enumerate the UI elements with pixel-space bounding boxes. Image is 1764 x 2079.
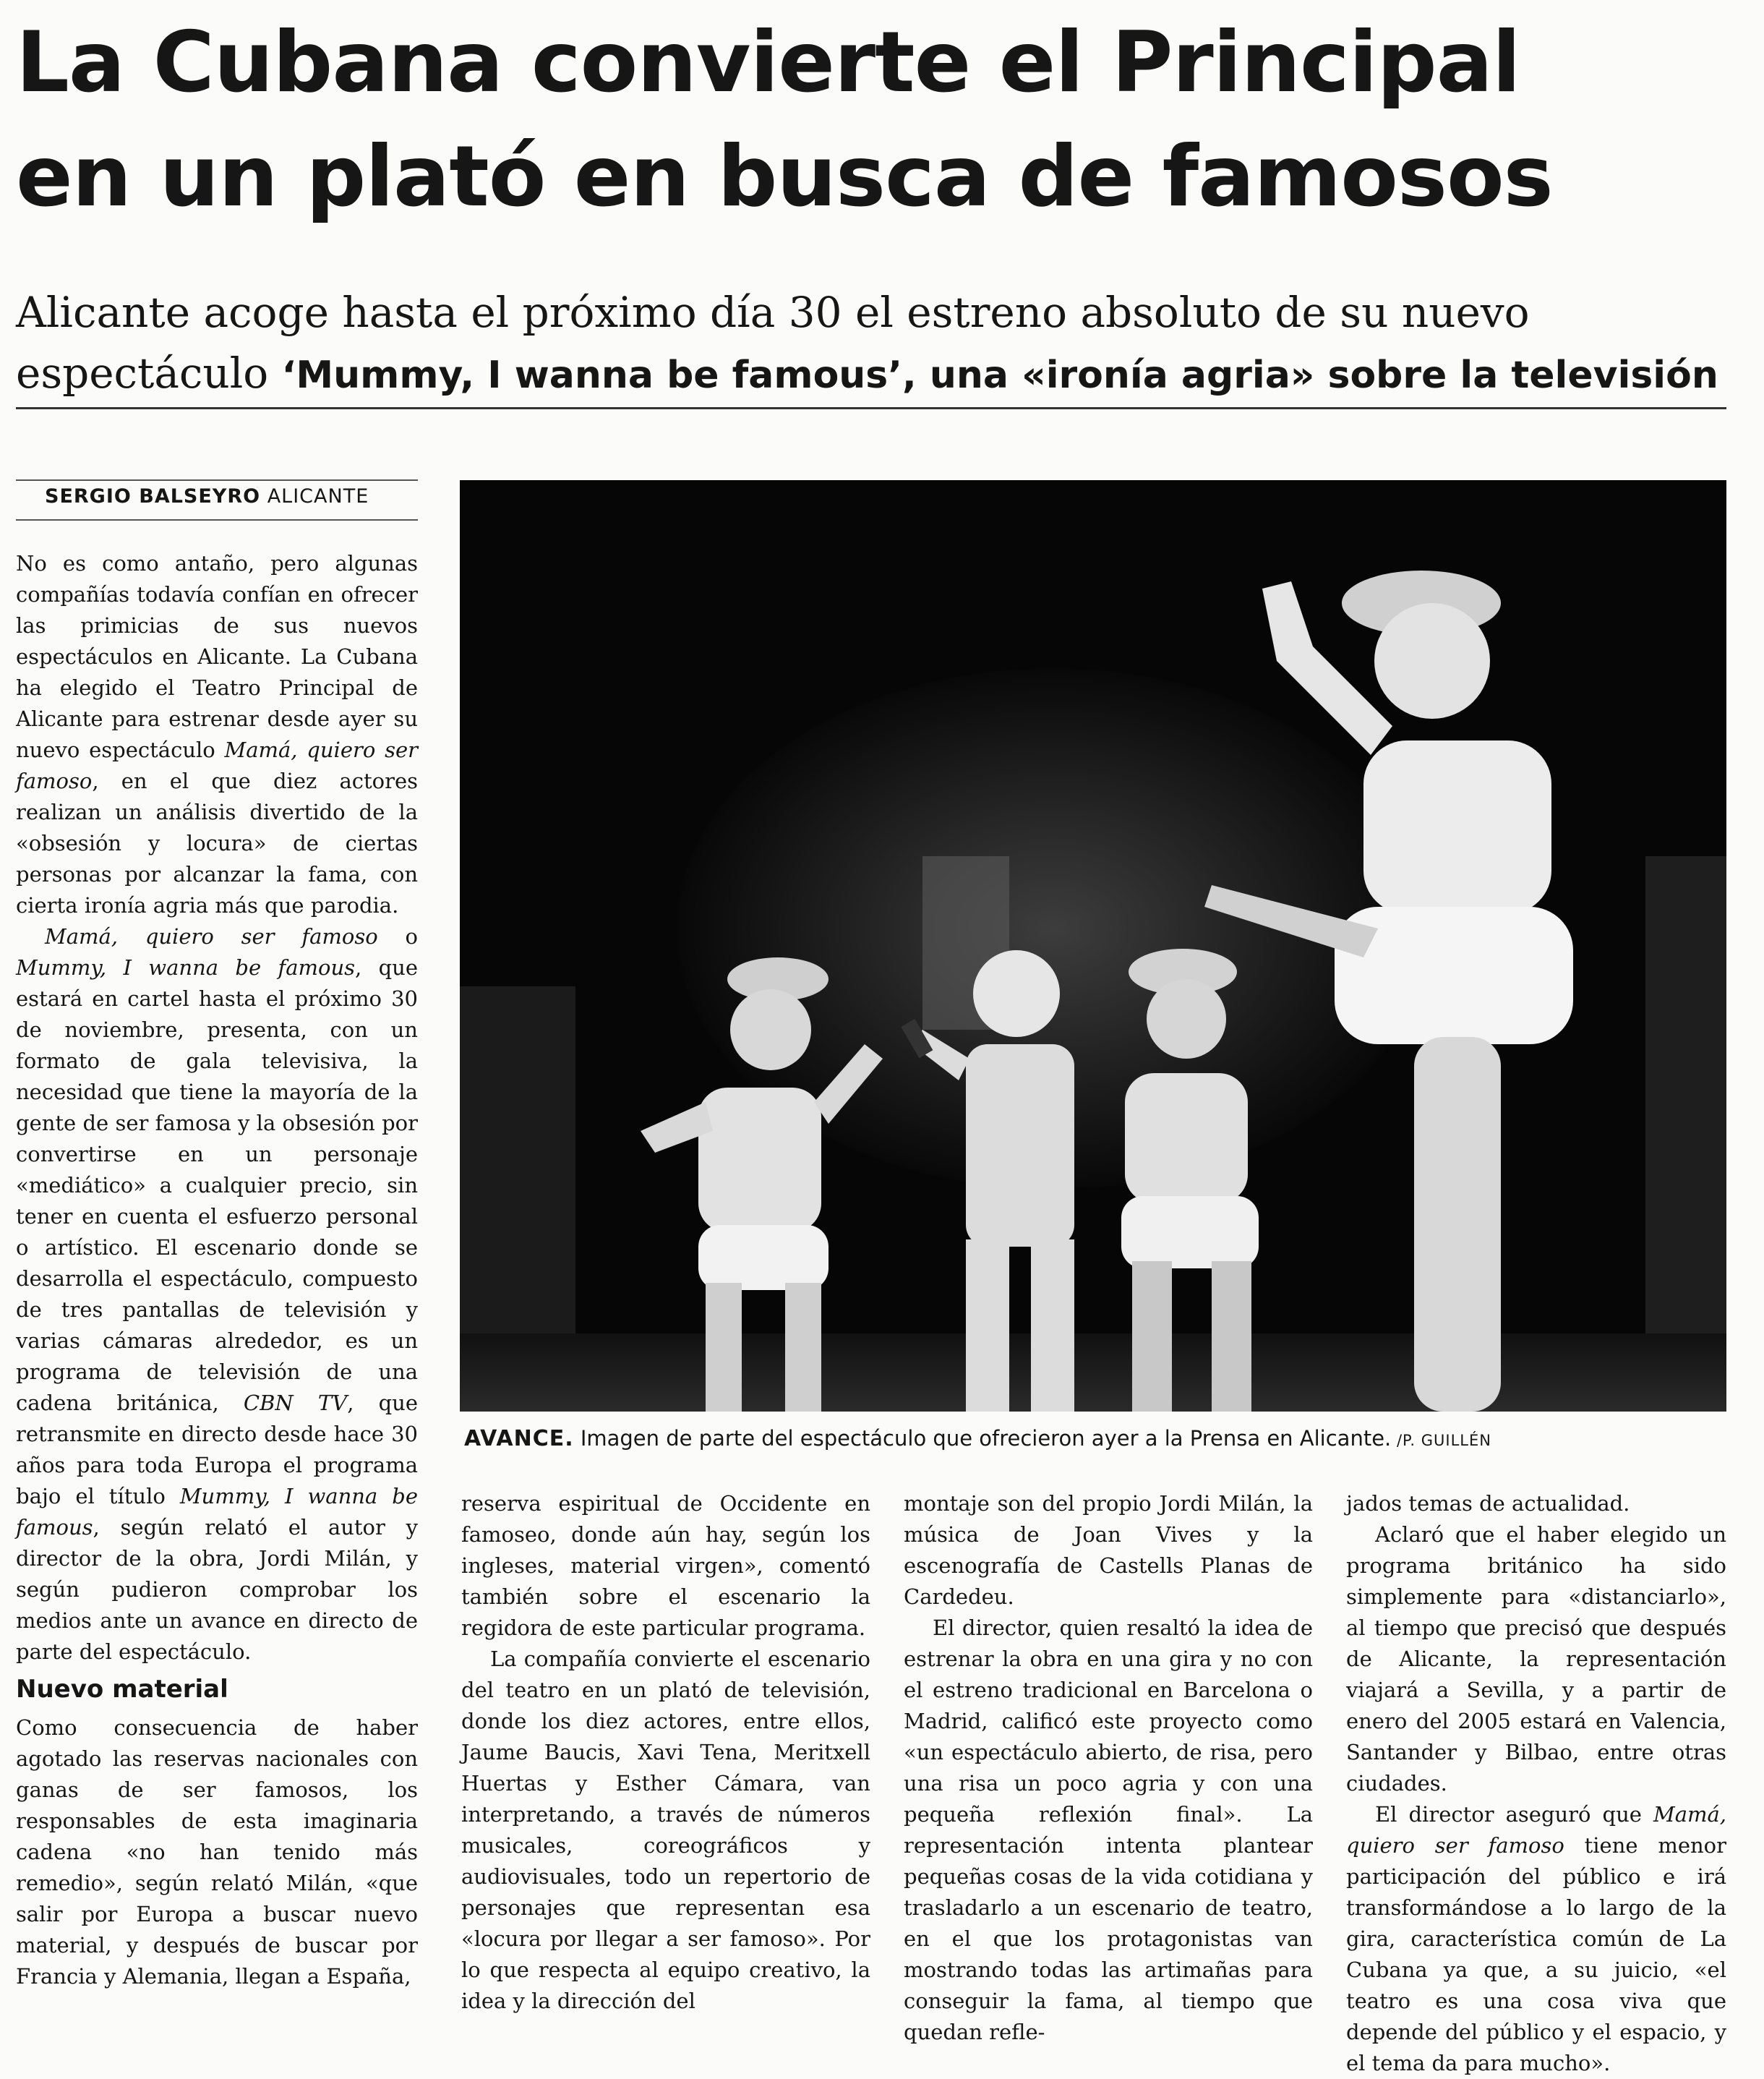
paragraph-5: La compañía convierte el escenario del teatro en un plató de televisión, donde los diez actores, entre ellos, Jaume Baucis, Xavi Tena, Meritxell Huertas y Esther Cámara, van interpretando, a través de números musicales, coreográficos y audiovisuales, todo un repertorio de personajes que representan esa «locura por llegar a ser famoso». Por lo que respecta al equipo creativo, la idea y la dirección del — [461, 1647, 870, 2013]
subheadline-line-2 — [16, 343, 1751, 406]
subheadline-show-title: ‘Mummy, I wanna be famous’, una «ironía agria» sobre la televisión — [281, 354, 1718, 397]
paragraph-1-end: , en el que diez actores realizan un análisis divertido de la «obsesión y locura» de ciertas personas por alcanzar la fama, con cierta ironía agria más que parodia. — [16, 769, 418, 918]
byline-author: SERGIO BALSEYRO — [45, 485, 261, 508]
subheadline-line-2-start: espectáculo — [16, 349, 282, 398]
article-column-4 — [1346, 1488, 1726, 2079]
photo-credit: /P. GUILLÉN — [1391, 1432, 1491, 1449]
byline-location: ALICANTE — [267, 485, 369, 508]
paragraph-10-start: El director aseguró que — [1375, 1802, 1653, 1827]
byline-rule-top — [16, 479, 418, 481]
headline — [16, 6, 1751, 234]
paragraph-1-text: No es como antaño, pero algunas compañías todavía confían en ofrecer las primicias de sus nuevos espectáculos en Alicante. La Cubana ha elegido el Teatro Principal de Alicante para estrenar desde ayer su nuevo espectáculo — [16, 551, 418, 762]
photo-caption-text: Imagen de parte del espectáculo que ofrecieron ayer a la Prensa en Alicante. — [573, 1426, 1392, 1451]
paragraph-9: Aclaró que el haber elegido un programa británico ha sido simplemente para «distanciarlo», al tiempo que precisó que después de Alicante, la representación viajará a Sevilla, y a partir de enero del 2005 estará en Valencia, Santander y Bilbao, entre otras ciudades. — [1346, 1522, 1726, 1796]
article-column-1 — [16, 548, 418, 1992]
show-title-spanish: Mamá, quiero ser famoso — [45, 924, 378, 949]
paragraph-10 — [1346, 1799, 1726, 2079]
paragraph-1 — [16, 548, 418, 921]
stage-photo — [460, 480, 1726, 1412]
subheadline — [16, 282, 1751, 406]
stage-photo-illustration — [460, 480, 1726, 1412]
subheadline-line-1: Alicante acoge hasta el próximo día 30 el estreno absoluto de su nuevo — [16, 288, 1530, 337]
section-subhead: Nuevo material — [16, 1675, 228, 1704]
header-divider — [16, 407, 1726, 409]
headline-line-1: La Cubana convierte el Principal — [16, 14, 1520, 111]
photo-caption — [464, 1426, 1726, 1451]
paragraph-2-text-b: , que retransmite en directo desde hace 30 años para toda Europa el programa bajo el título — [16, 1391, 418, 1508]
paragraph-6: montaje son del propio Jordi Milán, la música de Joan Vives y la escenografía de Castells Planas de Cardedeu. — [904, 1491, 1313, 1609]
paragraph-8: jados temas de actualidad. — [1346, 1491, 1630, 1516]
show-title-english: Mummy, I wanna be famous — [16, 955, 356, 980]
article-column-3 — [904, 1488, 1313, 2048]
byline — [45, 485, 369, 508]
paragraph-2 — [16, 921, 418, 1668]
photo-caption-label: AVANCE. — [464, 1426, 574, 1451]
show-title-spanish: Mamá, quiero ser famoso — [1346, 1802, 1726, 1858]
headline-line-2: en un plató en busca de famosos — [16, 128, 1553, 226]
paragraph-2-text-a: , que estará en cartel hasta el próximo 30 de noviembre, presenta, con un formato de gala televisiva, la necesidad que tiene la mayoría de la gente de ser famosa y la obsesión por convertirse en un personaje «mediático» a cualquier precio, sin tener en cuenta el esfuerzo personal o artístico. El escenario donde se desarrolla el espectáculo, compuesto de tres pantallas de televisión y varias cámaras alrededor, es un programa de televisión de una cadena británica, — [16, 955, 418, 1415]
channel-name: CBN TV — [243, 1391, 348, 1415]
show-title-spanish: Mamá, quiero ser famoso — [16, 738, 418, 793]
article-column-2 — [461, 1488, 870, 2017]
paragraph-4: reserva espiritual de Occidente en famoseo, donde aún hay, según los ingleses, material virgen», comentó también sobre el escenario la regidora de este particular programa. — [461, 1491, 870, 1640]
conjunction: o — [377, 924, 418, 949]
show-title-english: Mummy, I wanna be famous — [16, 1484, 419, 1540]
paragraph-3: Como consecuencia de haber agotado las reservas nacionales con ganas de ser famosos, los responsables de esta imaginaria cadena «no han tenido más remedio», según relató Milán, «que salir por Europa a buscar nuevo material, y después de buscar por Francia y Alemania, llegan a España, — [16, 1715, 418, 1989]
paragraph-10-end: tiene menor participación del público e irá transformándose a lo largo de la gira, característica común de La Cubana ya que, a su juicio, «el teatro es una cosa viva que depende del público y el espacio, y el tema da para mucho». — [1346, 1833, 1727, 2075]
paragraph-7: El director, quien resaltó la idea de estrenar la obra en una gira y no con el estreno tradicional en Barcelona o Madrid, calificó este proyecto como «un espectáculo abierto, de risa, pero una risa un poco agria y con una pequeña reflexión final». La representación intenta plantear pequeñas cosas de la vida cotidiana y trasladarlo a un escenario de teatro, en el que los protagonistas van mostrando todas las artimañas para conseguir la fama, al tiempo que quedan refle- — [904, 1615, 1313, 2044]
paragraph-2-text-c: , según relató el autor y director de la obra, Jordi Milán, y según pudieron comprobar los medios ante un avance en directo de parte del espectáculo. — [16, 1515, 418, 1664]
byline-rule-bottom — [16, 519, 418, 521]
